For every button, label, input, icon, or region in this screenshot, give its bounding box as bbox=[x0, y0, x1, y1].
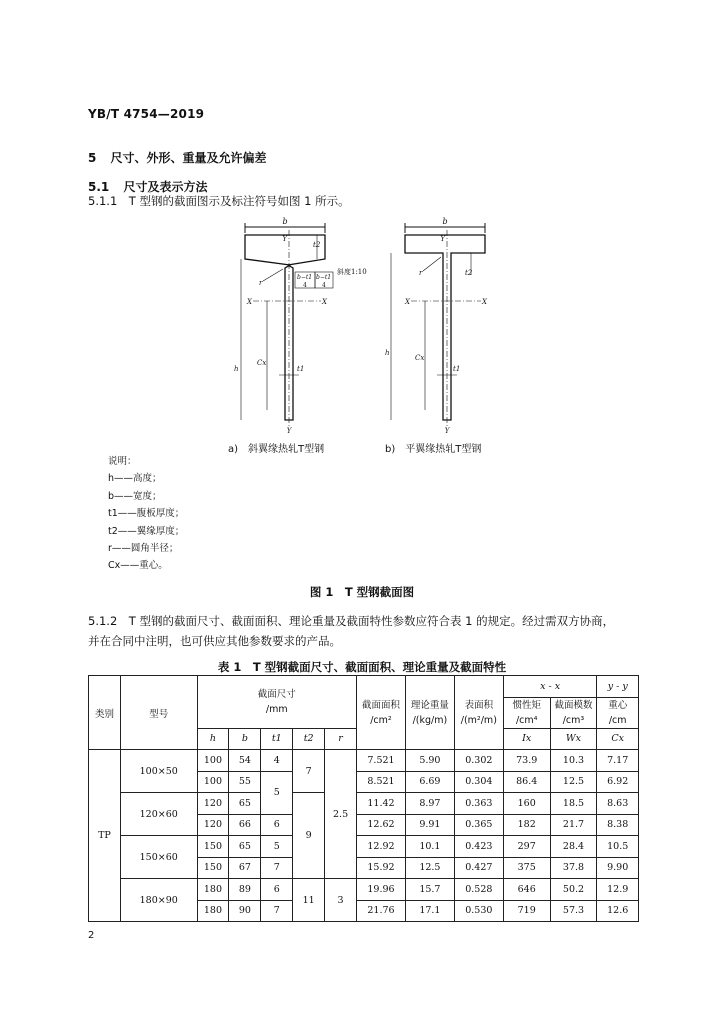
cell-area: 12.92 bbox=[357, 836, 406, 858]
col-centroid-label: 重心 bbox=[608, 699, 628, 711]
cell-area: 19.96 bbox=[357, 879, 406, 901]
legend-title: 说明： bbox=[108, 456, 137, 467]
cell-cx: 6.92 bbox=[597, 771, 639, 793]
cell-model: 150×60 bbox=[120, 836, 197, 879]
cell-h: 150 bbox=[197, 857, 229, 879]
col-t2: t2 bbox=[293, 728, 325, 750]
figure-b-caption: b) 平翼缘热轧T型钢 bbox=[385, 444, 482, 455]
cell-cx: 12.9 bbox=[597, 879, 639, 901]
cell-cx: 12.6 bbox=[597, 900, 639, 922]
cell-ix: 182 bbox=[503, 814, 550, 836]
cell-t1: 6 bbox=[261, 814, 293, 836]
cell-area: 12.62 bbox=[357, 814, 406, 836]
cell-wx: 18.5 bbox=[550, 793, 597, 815]
cell-area: 15.92 bbox=[357, 857, 406, 879]
table-row bbox=[89, 750, 639, 772]
cell-weight: 12.5 bbox=[405, 857, 454, 879]
label-x-right: X bbox=[482, 298, 487, 306]
label-r: r bbox=[259, 279, 263, 287]
figure-b-diagram bbox=[385, 215, 495, 440]
col-inertia-label: 惯性矩 bbox=[512, 699, 541, 711]
figure-title: 图 1 T 型钢截面图 bbox=[309, 585, 415, 599]
cell-wx: 57.3 bbox=[550, 900, 597, 922]
cell-wx: 12.5 bbox=[550, 771, 597, 793]
label-y-top: Y bbox=[282, 235, 287, 243]
col-weight-unit: /(kg/m) bbox=[412, 714, 448, 726]
col-yy: y - y bbox=[597, 676, 639, 698]
label-4-left: 4 bbox=[303, 282, 307, 289]
section-5-heading bbox=[88, 149, 267, 166]
col-surface-unit: /(m²/m) bbox=[460, 714, 497, 726]
cell-h: 150 bbox=[197, 836, 229, 858]
label-x-left: X bbox=[405, 298, 410, 306]
col-r: r bbox=[325, 728, 357, 750]
legend-item: Cx——重心。 bbox=[108, 560, 168, 572]
cell-model: 120×60 bbox=[120, 793, 197, 836]
cell-surface: 0.304 bbox=[454, 771, 503, 793]
paragraph-5-1-1: 5.1.1 T 型钢的截面图示及标注符号如图 1 所示。 bbox=[88, 194, 350, 208]
col-model: 型号 bbox=[120, 676, 197, 750]
label-bt-right: b−t1 bbox=[316, 274, 332, 281]
col-dims-label: 截面尺寸 bbox=[257, 688, 296, 700]
col-surface-label: 表面积 bbox=[464, 699, 494, 711]
col-h: h bbox=[197, 728, 229, 750]
paragraph-5-1-2-line1: 5.1.2 T 型钢的截面尺寸、截面面积、理论重量及截面特性参数应符合表 1 的规定。经过需双方协商， bbox=[88, 614, 615, 628]
label-cx: Cx bbox=[257, 359, 267, 367]
cell-ix: 160 bbox=[503, 793, 550, 815]
cell-h: 100 bbox=[197, 750, 229, 772]
section-5-1-title: 尺寸及表示方法 bbox=[123, 180, 208, 194]
table-row bbox=[89, 879, 639, 901]
cell-surface: 0.423 bbox=[454, 836, 503, 858]
cell-r: 3 bbox=[325, 879, 357, 922]
cell-b: 89 bbox=[229, 879, 261, 901]
label-b: b bbox=[442, 217, 448, 226]
cell-h: 100 bbox=[197, 771, 229, 793]
cell-ix: 375 bbox=[503, 857, 550, 879]
cell-b: 67 bbox=[229, 857, 261, 879]
col-modulus bbox=[550, 697, 597, 728]
label-h: h bbox=[234, 365, 239, 373]
cell-t1: 7 bbox=[261, 857, 293, 879]
label-y-bottom: Y bbox=[286, 427, 292, 435]
section-properties-table bbox=[88, 675, 639, 922]
cell-cx: 7.17 bbox=[597, 750, 639, 772]
legend-item: h——高度； bbox=[108, 473, 162, 485]
label-t2: t2 bbox=[465, 269, 473, 277]
cell-weight: 8.97 bbox=[405, 793, 454, 815]
cell-cx: 8.38 bbox=[597, 814, 639, 836]
label-t2: t2 bbox=[313, 241, 321, 249]
cell-area: 21.76 bbox=[357, 900, 406, 922]
col-surface bbox=[454, 676, 503, 750]
cell-cx: 10.5 bbox=[597, 836, 639, 858]
col-b: b bbox=[229, 728, 261, 750]
cell-h: 120 bbox=[197, 793, 229, 815]
section-5-title: 尺寸、外形、重量及允许偏差 bbox=[110, 151, 267, 165]
col-ix: Ix bbox=[503, 728, 550, 750]
figure-a-diagram bbox=[225, 215, 400, 440]
table-header-row bbox=[89, 676, 639, 698]
cell-wx: 28.4 bbox=[550, 836, 597, 858]
col-modulus-unit: /cm³ bbox=[562, 714, 585, 726]
cell-wx: 50.2 bbox=[550, 879, 597, 901]
label-bt-left: b−t1 bbox=[297, 274, 313, 281]
cell-wx: 37.8 bbox=[550, 857, 597, 879]
label-h: h bbox=[385, 349, 390, 357]
table-row bbox=[89, 793, 639, 815]
cell-weight: 17.1 bbox=[405, 900, 454, 922]
cell-b: 65 bbox=[229, 793, 261, 815]
cell-t1: 4 bbox=[261, 750, 293, 772]
cell-area: 8.521 bbox=[357, 771, 406, 793]
label-t1: t1 bbox=[297, 365, 305, 373]
col-area bbox=[357, 676, 406, 750]
col-area-unit: /cm² bbox=[370, 714, 392, 726]
cell-t1: 5 bbox=[261, 836, 293, 858]
cell-b: 55 bbox=[229, 771, 261, 793]
figure-a-caption: a) 斜翼缘热轧T型钢 bbox=[228, 444, 325, 455]
cell-t1: 6 bbox=[261, 879, 293, 901]
label-x-right: X bbox=[322, 298, 327, 306]
document-header: YB/T 4754—2019 bbox=[88, 107, 205, 121]
label-4-right: 4 bbox=[322, 282, 326, 289]
page-number: 2 bbox=[88, 930, 95, 941]
cell-b: 54 bbox=[229, 750, 261, 772]
cell-h: 180 bbox=[197, 879, 229, 901]
col-xx: x - x bbox=[503, 676, 597, 698]
label-y-top: Y bbox=[440, 235, 445, 243]
col-modulus-label: 截面模数 bbox=[554, 699, 593, 711]
cell-ix: 719 bbox=[503, 900, 550, 922]
legend-item: t2——翼缘厚度； bbox=[108, 525, 185, 537]
cell-weight: 10.1 bbox=[405, 836, 454, 858]
cell-surface: 0.528 bbox=[454, 879, 503, 901]
cell-surface: 0.302 bbox=[454, 750, 503, 772]
cell-b: 66 bbox=[229, 814, 261, 836]
label-r: r bbox=[419, 269, 423, 277]
cell-model: 180×90 bbox=[120, 879, 197, 922]
table-row bbox=[89, 836, 639, 858]
cell-t2: 9 bbox=[293, 793, 325, 879]
cell-wx: 21.7 bbox=[550, 814, 597, 836]
col-centroid bbox=[597, 697, 639, 728]
section-5-1-number: 5.1 bbox=[88, 180, 110, 194]
cell-weight: 6.69 bbox=[405, 771, 454, 793]
cell-t2: 11 bbox=[293, 879, 325, 922]
col-dims bbox=[197, 676, 357, 729]
cell-t1: 5 bbox=[261, 771, 293, 814]
col-t1: t1 bbox=[261, 728, 293, 750]
label-cx: Cx bbox=[415, 354, 425, 362]
cell-wx: 10.3 bbox=[550, 750, 597, 772]
cell-weight: 5.90 bbox=[405, 750, 454, 772]
cell-ix: 73.9 bbox=[503, 750, 550, 772]
legend-item: r——圆角半径； bbox=[108, 543, 179, 555]
table-title: 表 1 T 型钢截面尺寸、截面面积、理论重量及截面特性 bbox=[217, 660, 507, 674]
cell-cx: 9.90 bbox=[597, 857, 639, 879]
label-slope: 斜度1:10 bbox=[337, 268, 367, 276]
cell-ix: 297 bbox=[503, 836, 550, 858]
col-inertia bbox=[503, 697, 550, 728]
cell-surface: 0.365 bbox=[454, 814, 503, 836]
col-wx: Wx bbox=[550, 728, 597, 750]
label-y-bottom: Y bbox=[444, 427, 450, 435]
label-x-left: X bbox=[247, 298, 252, 306]
cell-h: 120 bbox=[197, 814, 229, 836]
col-area-label: 截面面积 bbox=[361, 699, 400, 711]
cell-cx: 8.63 bbox=[597, 793, 639, 815]
figure-legend bbox=[108, 453, 184, 575]
col-centroid-unit: /cm bbox=[608, 714, 627, 726]
cell-ix: 86.4 bbox=[503, 771, 550, 793]
col-cx: Cx bbox=[597, 728, 639, 750]
col-weight-label: 理论重量 bbox=[410, 699, 449, 711]
cell-b: 90 bbox=[229, 900, 261, 922]
cell-area: 11.42 bbox=[357, 793, 406, 815]
cell-r: 2.5 bbox=[325, 750, 357, 879]
col-category: 类别 bbox=[89, 676, 121, 750]
col-weight bbox=[405, 676, 454, 750]
label-t1: t1 bbox=[453, 365, 461, 373]
cell-model: 100×50 bbox=[120, 750, 197, 793]
legend-item: t1——腹板厚度； bbox=[108, 508, 185, 520]
legend-item: b——宽度； bbox=[108, 490, 162, 502]
cell-b: 65 bbox=[229, 836, 261, 858]
section-5-number: 5 bbox=[88, 151, 97, 165]
paragraph-5-1-2-line2: 并在合同中注明，也可供应其他参数要求的产品。 bbox=[88, 634, 341, 648]
cell-surface: 0.530 bbox=[454, 900, 503, 922]
cell-weight: 15.7 bbox=[405, 879, 454, 901]
col-dims-unit: /mm bbox=[265, 703, 288, 715]
cell-weight: 9.91 bbox=[405, 814, 454, 836]
col-inertia-unit: /cm⁴ bbox=[515, 714, 538, 726]
cell-surface: 0.363 bbox=[454, 793, 503, 815]
cell-ix: 646 bbox=[503, 879, 550, 901]
cell-surface: 0.427 bbox=[454, 857, 503, 879]
cell-t2: 7 bbox=[293, 750, 325, 793]
label-b: b bbox=[282, 217, 288, 226]
cell-area: 7.521 bbox=[357, 750, 406, 772]
cell-category: TP bbox=[89, 750, 121, 922]
cell-t1: 7 bbox=[261, 900, 293, 922]
cell-h: 180 bbox=[197, 900, 229, 922]
